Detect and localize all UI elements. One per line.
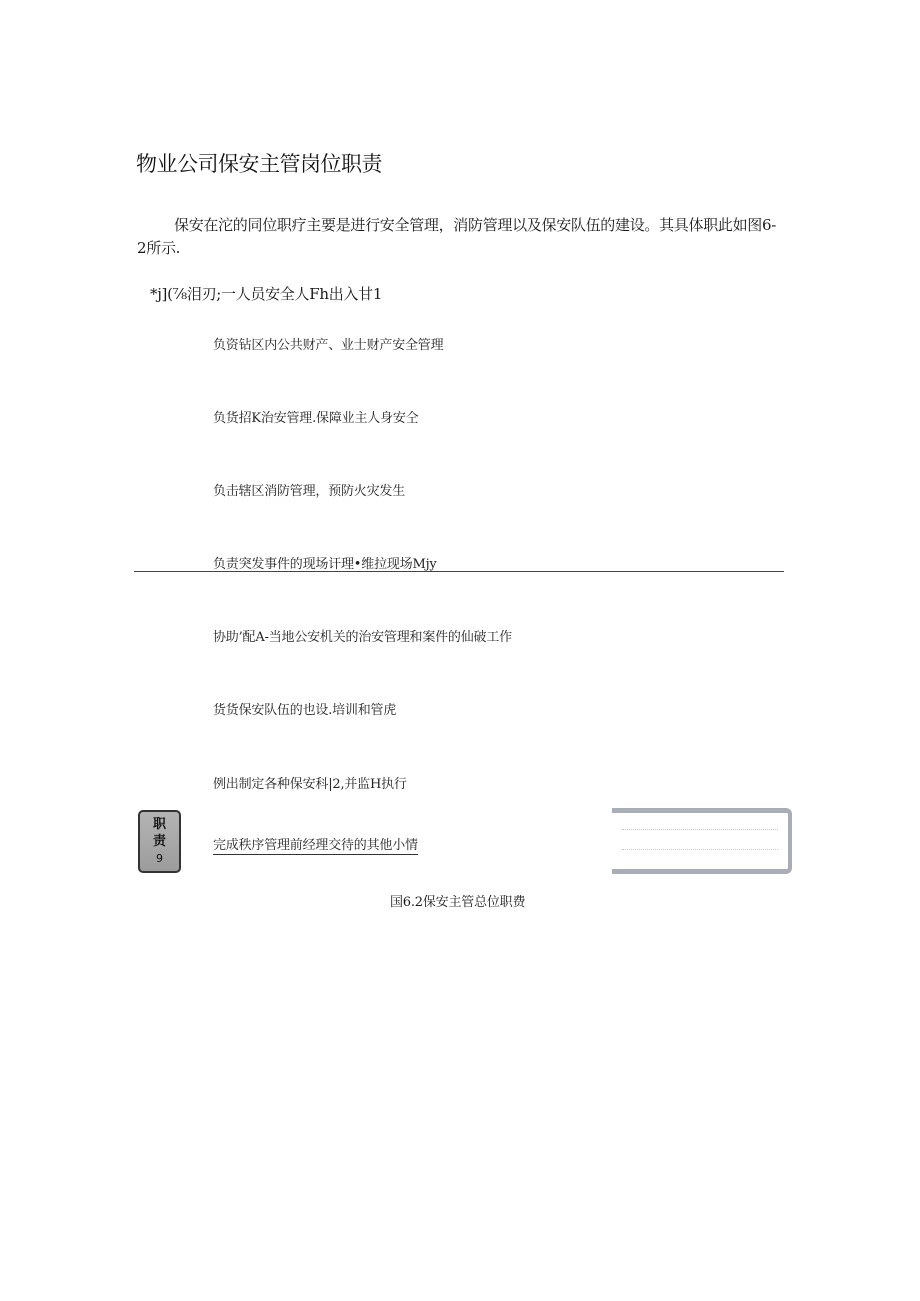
- duty-item-5: 协助’配A-当地公安机关的治安管理和案件的仙破工作: [213, 630, 512, 645]
- duty-item-2: 负货招K治安管理.保障业主人身安仝: [213, 411, 419, 426]
- badge-number: 9: [156, 852, 163, 865]
- figure-label: *j](⅞泪刃;一人员安全人Fh出入甘1: [150, 285, 383, 303]
- duty-badge: [138, 810, 181, 873]
- page-title: 物业公司保安主管岗位职责: [136, 152, 382, 176]
- duty-item-4: 负责突发事件的现场讦理•维拉现场Mjy: [213, 557, 437, 572]
- duty-item-7: 例出制定各种保安科|2,并监H执行: [213, 777, 407, 792]
- duty-item-6: 货货保安队伍的也设.培训和管虎: [213, 703, 397, 718]
- figure-caption: 国6.2保安主管总位职费: [390, 895, 526, 910]
- duty-item-3: 负击辖区消防管理，预防火灾发生: [213, 484, 406, 499]
- bracket-frame: [612, 808, 792, 874]
- duty-item-8: 完成秩序管理前经理交待的其他小情: [213, 834, 418, 855]
- bracket-inner-line: [622, 829, 778, 830]
- duty-item-1: 负资钻区内公共财产、业士财产安全管理: [213, 338, 444, 353]
- badge-char-2: 责: [152, 834, 166, 849]
- badge-char-1: 职: [152, 817, 166, 832]
- intro-paragraph: 保安在沱的同位职疗主要是进行安全管理，消防管理以及保安队伍的建设。其具体职此如图6-2所示.: [137, 216, 777, 257]
- divider-line: [134, 571, 784, 572]
- bracket-inner-line: [622, 849, 778, 850]
